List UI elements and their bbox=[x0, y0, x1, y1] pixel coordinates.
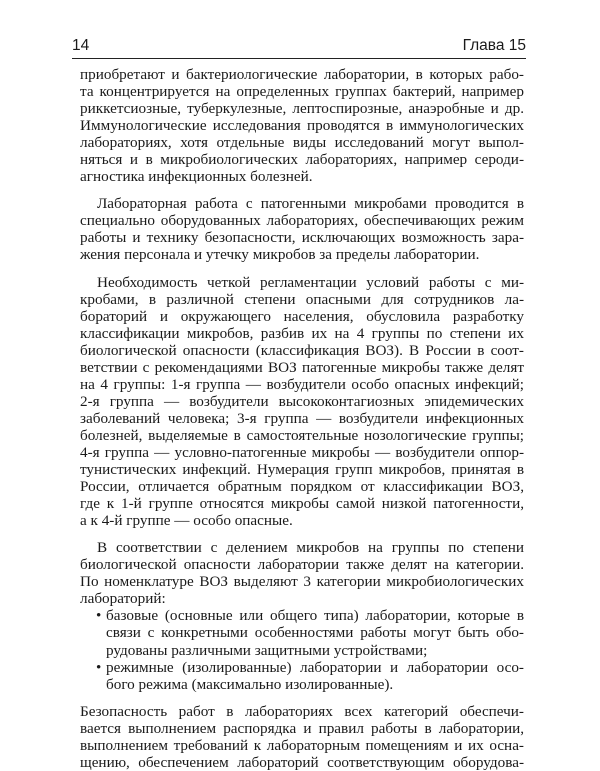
text-line: режимные (изолированные) лаборатории и лаборатории осо- bbox=[106, 658, 524, 676]
text-line: агностика инфекционных болезней. bbox=[80, 168, 313, 186]
text-line: приобретают и бактериологические лаборатории, в которых рабо- bbox=[80, 66, 524, 83]
page-number: 14 bbox=[72, 37, 90, 54]
text-line: связи с конкретными особенностями работы могут быть обо- bbox=[106, 624, 524, 642]
chapter-title: Глава 15 bbox=[462, 37, 526, 54]
body-text bbox=[80, 66, 524, 771]
text-line: В соответствии с делением микробов на группы по степени bbox=[97, 539, 524, 557]
text-line: Безопасность работ в лабораториях всех категорий обеспечи- bbox=[80, 702, 524, 720]
bullet-marker: • bbox=[96, 658, 102, 676]
text-line: вается выполнением распорядка и правил работы в лаборатории, bbox=[80, 719, 524, 737]
text-line: 2-я группа — возбудители высококонтагиозных эпидемических bbox=[80, 392, 524, 410]
text-line: базовые (основные или общего типа) лаборатории, которые в bbox=[106, 607, 524, 625]
text-line: бого режима (максимально изолированные). bbox=[106, 675, 394, 693]
header-rule bbox=[72, 58, 526, 59]
text-line: на 4 группы: 1-я группа — возбудители особо опасных инфекций; bbox=[80, 375, 524, 393]
paragraph-1 bbox=[80, 66, 524, 185]
text-line: жения персонала и утечку микробов за пределы лаборатории. bbox=[80, 246, 480, 264]
text-line: 4-я группа — условно-патогенные микробы — возбудители оппор- bbox=[80, 443, 524, 461]
text-line: специально оборудованных лабораториях, обеспечивающих режим bbox=[80, 212, 524, 230]
text-line: лабораториях, хотя отдельные виды исследований могут выпол- bbox=[80, 134, 524, 152]
list-item bbox=[80, 607, 524, 658]
text-line: Иммунологические исследования проводятся в иммунологических bbox=[80, 117, 524, 135]
text-line: няться и в микробиологических лабораториях, например сероди- bbox=[80, 151, 524, 169]
text-line: ветствии с рекомендациями ВОЗ патогенные микробы также делят bbox=[80, 358, 524, 376]
text-line: а к 4-й группе — особо опасные. bbox=[80, 512, 293, 530]
text-line: та концентрируется на определенных группах бактерий, например bbox=[80, 83, 524, 101]
text-line: классификации микробов, разбив их на 4 группы по степени их bbox=[80, 324, 524, 342]
bullet-marker: • bbox=[96, 607, 102, 625]
paragraph-4 bbox=[80, 539, 524, 607]
text-line: Необходимость четкой регламентации условий работы с ми- bbox=[97, 273, 524, 291]
text-line: тунистических инфекций. Нумерация групп микробов, принятая в bbox=[80, 461, 524, 479]
text-line: где к 1-й группе относятся микробы самой низкой патогенности, bbox=[80, 495, 524, 513]
text-line: По номенклатуре ВОЗ выделяют 3 категории микробиологических bbox=[80, 573, 524, 591]
text-line: работы и технику безопасности, исключающих возможность зара- bbox=[80, 229, 524, 247]
paragraph-2 bbox=[80, 195, 524, 263]
paragraph-5 bbox=[80, 703, 524, 771]
text-line: рудованы различными защитными устройствами; bbox=[106, 641, 428, 659]
text-line: выполнением требований к лабораторным помещениям и их осна- bbox=[80, 736, 524, 754]
text-line: щению, обеспечением лабораторий соответствующим оборудова- bbox=[80, 753, 524, 771]
paragraph-3 bbox=[80, 274, 524, 530]
bullet-list bbox=[80, 607, 524, 692]
text-line: биологической опасности лаборатории также делят на категории. bbox=[80, 556, 524, 574]
text-line: лабораторий: bbox=[80, 590, 166, 608]
text-line: биологической опасности (классификация ВОЗ). В России в соот- bbox=[80, 341, 524, 359]
list-item bbox=[80, 659, 524, 693]
text-line: Лабораторная работа с патогенными микробами проводится в bbox=[97, 195, 524, 213]
running-header bbox=[72, 37, 526, 55]
text-line: риккетсиозные, туберкулезные, лептоспирозные, анаэробные и др. bbox=[80, 100, 524, 118]
text-line: заболеваний человека; 3-я группа — возбудители инфекционных bbox=[80, 409, 524, 427]
text-line: России, отличается обратным порядком от классификации ВОЗ, bbox=[80, 478, 524, 496]
text-line: кробами, в различной степени опасными для сотрудников ла- bbox=[80, 290, 524, 308]
text-line: бораторий и окружающего населения, обусловила разработку bbox=[80, 307, 524, 325]
text-line: болезней, выделяемые в самостоятельные нозологические группы; bbox=[80, 426, 524, 444]
